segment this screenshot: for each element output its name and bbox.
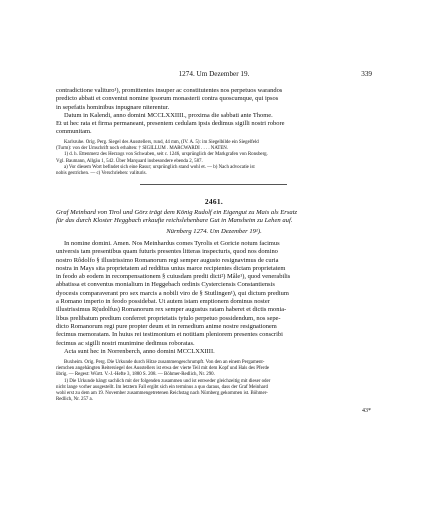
text-line: dyocesis comparaverant pro sex marcis a nobili viro de § Stutlingen¹), qui dictum predium: [56, 289, 289, 297]
text-line: nostra in Mays sita proprietatem ad redditus unius marce recipientes dictam proprietatem: [56, 264, 286, 272]
text-line: fecimus memoratam. In huius rei testimonium et notitiam pleniorem presentes conscribi: [56, 331, 283, 339]
page-number: 339: [361, 70, 372, 78]
text-line: in feodo ab eodem in recompensationem § cuiusdam predii dicti²) Mâle¹), quod venerabilis: [56, 273, 291, 281]
note-line: a) Vor diesem Wort befindet sich eine Rasur; ursprünglich stand wohl et. — b) Nach advocatie ist: [64, 164, 255, 170]
text-line: Datum in Kalendi, anno domini MCCLXXIIII., proxima die sabbati ante Thome.: [64, 111, 273, 119]
running-header: [56, 70, 372, 80]
text-line: abbatissa et conventus monialium in Heggebach ordinis Cysterciensis Constantiensis: [56, 281, 275, 289]
charter-text: [56, 240, 372, 356]
document-number: 2461.: [204, 197, 224, 206]
text-line: illustrissimus R(udolfus) Romanorum rex semper augustus ratam haberet et dictis monia-: [56, 306, 287, 314]
text-line: contradictione valituro¹), promittentes insuper ac constitutentes nos perpetuos warandos: [56, 87, 283, 94]
place-and-date: Nürnberg 1274. Um Dezember 19¹).: [166, 228, 262, 235]
text-line: In nomine domini. Amen. Nos Meinhardus comes Tyrolis et Goricie notum facimus: [64, 240, 280, 247]
note-line: 1) d. h. Ettenmerz des Herzogs von Schwaben, seit c. 1246, ursprünglich der Markgrafen von Ronsberg.: [64, 152, 268, 158]
running-header-title: 1274. Um Dezember 19.: [178, 70, 250, 78]
note-line: Redlich, Nr. 257 a.: [56, 397, 93, 403]
text-line: Et ut hec rata et firma permaneant, presentem cedulam ipsis dedimus sigilli nostri robore: [56, 120, 285, 128]
note-line: übrig. — Regest: Württ. V.-J.-Hefte 3, 1880 S. 208. — Böhmer-Redlich, Nr. 290.: [56, 372, 215, 378]
text-line: a Romano imperio in feodo possidebat. Ut autem istam emptionem dominus noster: [56, 298, 270, 306]
note-line: nicht lange vorher ausgestellt. Im letztern Fall ergibt sich ein terminus a quo daraus, dass der Graf Meinhard: [56, 384, 268, 390]
text-line: predicto abbati et conventui nomine ipsorum monasterii contra quoscumque, qui ipsos: [56, 95, 279, 103]
text-line: Acta sunt hec in Norrenberch, anno domini MCCLXXIIII.: [64, 347, 215, 355]
text-line: in sepefatis hominibus inpugnare niterentur.: [56, 103, 170, 111]
regest-line: Graf Meinhard von Tirol und Görz trägt dem König Rudolf ein Eigengut zu Mais als Ersatz: [56, 209, 298, 216]
separator-rule: [140, 184, 287, 185]
printer-signature: 43*: [362, 408, 371, 414]
note-line: Vgl. Baumann, Allgäu 1, 542. Über Marquard insbesondere ebenda 2, 587.: [56, 158, 203, 164]
text-line: dicto Romanorum regi pure propter deum et in remedium anime nostre resignationem: [56, 322, 277, 330]
text-line: communitam.: [56, 128, 92, 136]
note-line: (Turm): von der Umschrift noch erhalten: † SIGILLUM . MARCWARDI . . . . NATEN.: [56, 146, 229, 152]
note-line: riemchen angehängten Reitersiegel des Ausstellers ist etwa der vierte Teil mit dem Kopf und Hals des Pferde: [56, 366, 270, 372]
previous-document-text: [56, 87, 372, 137]
text-line: fecimus ac sigilli nostri munimine dedimus roboratas.: [56, 339, 195, 347]
text-line: libus prelibatum predium conferret proprietatis tytulo perpetuo possidendum, nos sepe-: [56, 314, 281, 322]
note-line: wohl erst zu dem am 19. November zusammengetretenen Reichstag nach Nürnberg gekommen ist. Böhmer-: [56, 391, 268, 397]
text-line: nostro Rôdolfo § illustrissimo Romanorum regi semper augusto resignavimus de curia: [56, 256, 279, 264]
regest: [56, 209, 372, 226]
note-line: nobis gestrichen. — c) Verschrieben: valituris.: [56, 171, 147, 177]
note-line: 1) Die Urkunde hängt sachlich mit der folgenden zusammen und ist entweder gleichzeitig mit dieser oder: [64, 378, 271, 384]
text-line: universis tam presentibus quam futuris presentes litteras inspecturis, quod nos domino: [56, 248, 278, 256]
note-line: Buxheim. Orig. Perg. Die Urkunde durch Hitze zusammengeschrumpft. Von den an einem Pergament-: [64, 360, 265, 365]
note-line: Karlsruhe. Orig. Perg. Siegel des Ausstellers, rund, 44 mm, (IV. A. 5): im Siegelbilde ein Siegelfeld: [64, 140, 259, 145]
regest-line: für das durch Kloster Heggbach erkaufte reichslehenbare Gut in Mansheim zu Lehen auf.: [56, 217, 293, 225]
previous-document-source-notes: [56, 140, 372, 177]
charter-source-notes: [56, 360, 372, 403]
